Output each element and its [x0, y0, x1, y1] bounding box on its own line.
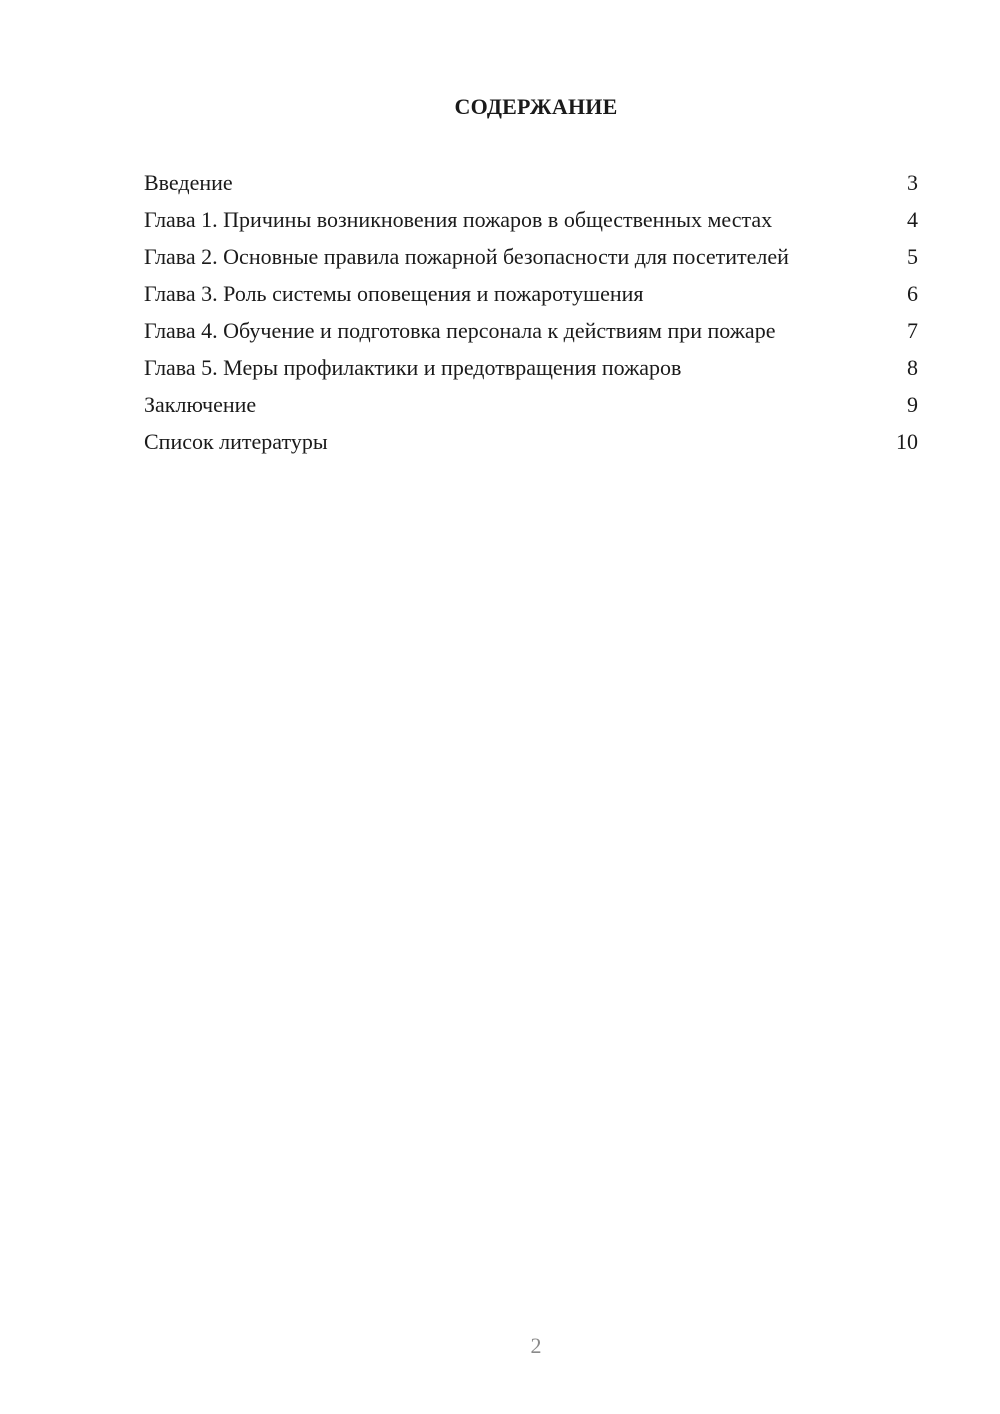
toc-entry-title: Введение: [144, 170, 233, 195]
toc-entry-title: Глава 3. Роль системы оповещения и пожаротушения: [144, 281, 644, 306]
toc-entry-title: Глава 5. Меры профилактики и предотвращения пожаров: [144, 355, 682, 380]
toc-entry-chapter-5[interactable]: [144, 355, 918, 381]
toc-entry-page: 8: [907, 355, 918, 380]
toc-entry-page: 10: [896, 429, 918, 454]
toc-entry-title: Глава 2. Основные правила пожарной безопасности для посетителей: [144, 244, 789, 269]
page-number: 2: [530, 1333, 542, 1358]
toc-entry-chapter-1[interactable]: [144, 207, 918, 233]
toc-entry-page: 6: [907, 281, 918, 306]
toc-entry-chapter-2[interactable]: [144, 244, 918, 270]
toc-entry-conclusion[interactable]: [144, 392, 918, 418]
toc-entry-page: 7: [907, 318, 918, 343]
toc-entry-page: 9: [907, 392, 918, 417]
toc-entry-title: Глава 1. Причины возникновения пожаров в общественных местах: [144, 207, 773, 232]
toc-entry-chapter-4[interactable]: [144, 318, 918, 344]
toc-entry-bibliography[interactable]: [144, 429, 918, 455]
toc-entry-title: Заключение: [144, 392, 257, 417]
toc-entry-page: 4: [907, 207, 918, 232]
toc-entry-page: 3: [907, 170, 918, 195]
toc-entry-introduction[interactable]: [144, 170, 918, 196]
page-title: СОДЕРЖАНИЕ: [454, 94, 618, 119]
toc-entry-page: 5: [907, 244, 918, 269]
toc-entry-title: Глава 4. Обучение и подготовка персонала к действиям при пожаре: [144, 318, 776, 343]
toc-entry-chapter-3[interactable]: [144, 281, 918, 307]
table-of-contents: [144, 170, 918, 466]
toc-entry-title: Список литературы: [144, 429, 328, 454]
